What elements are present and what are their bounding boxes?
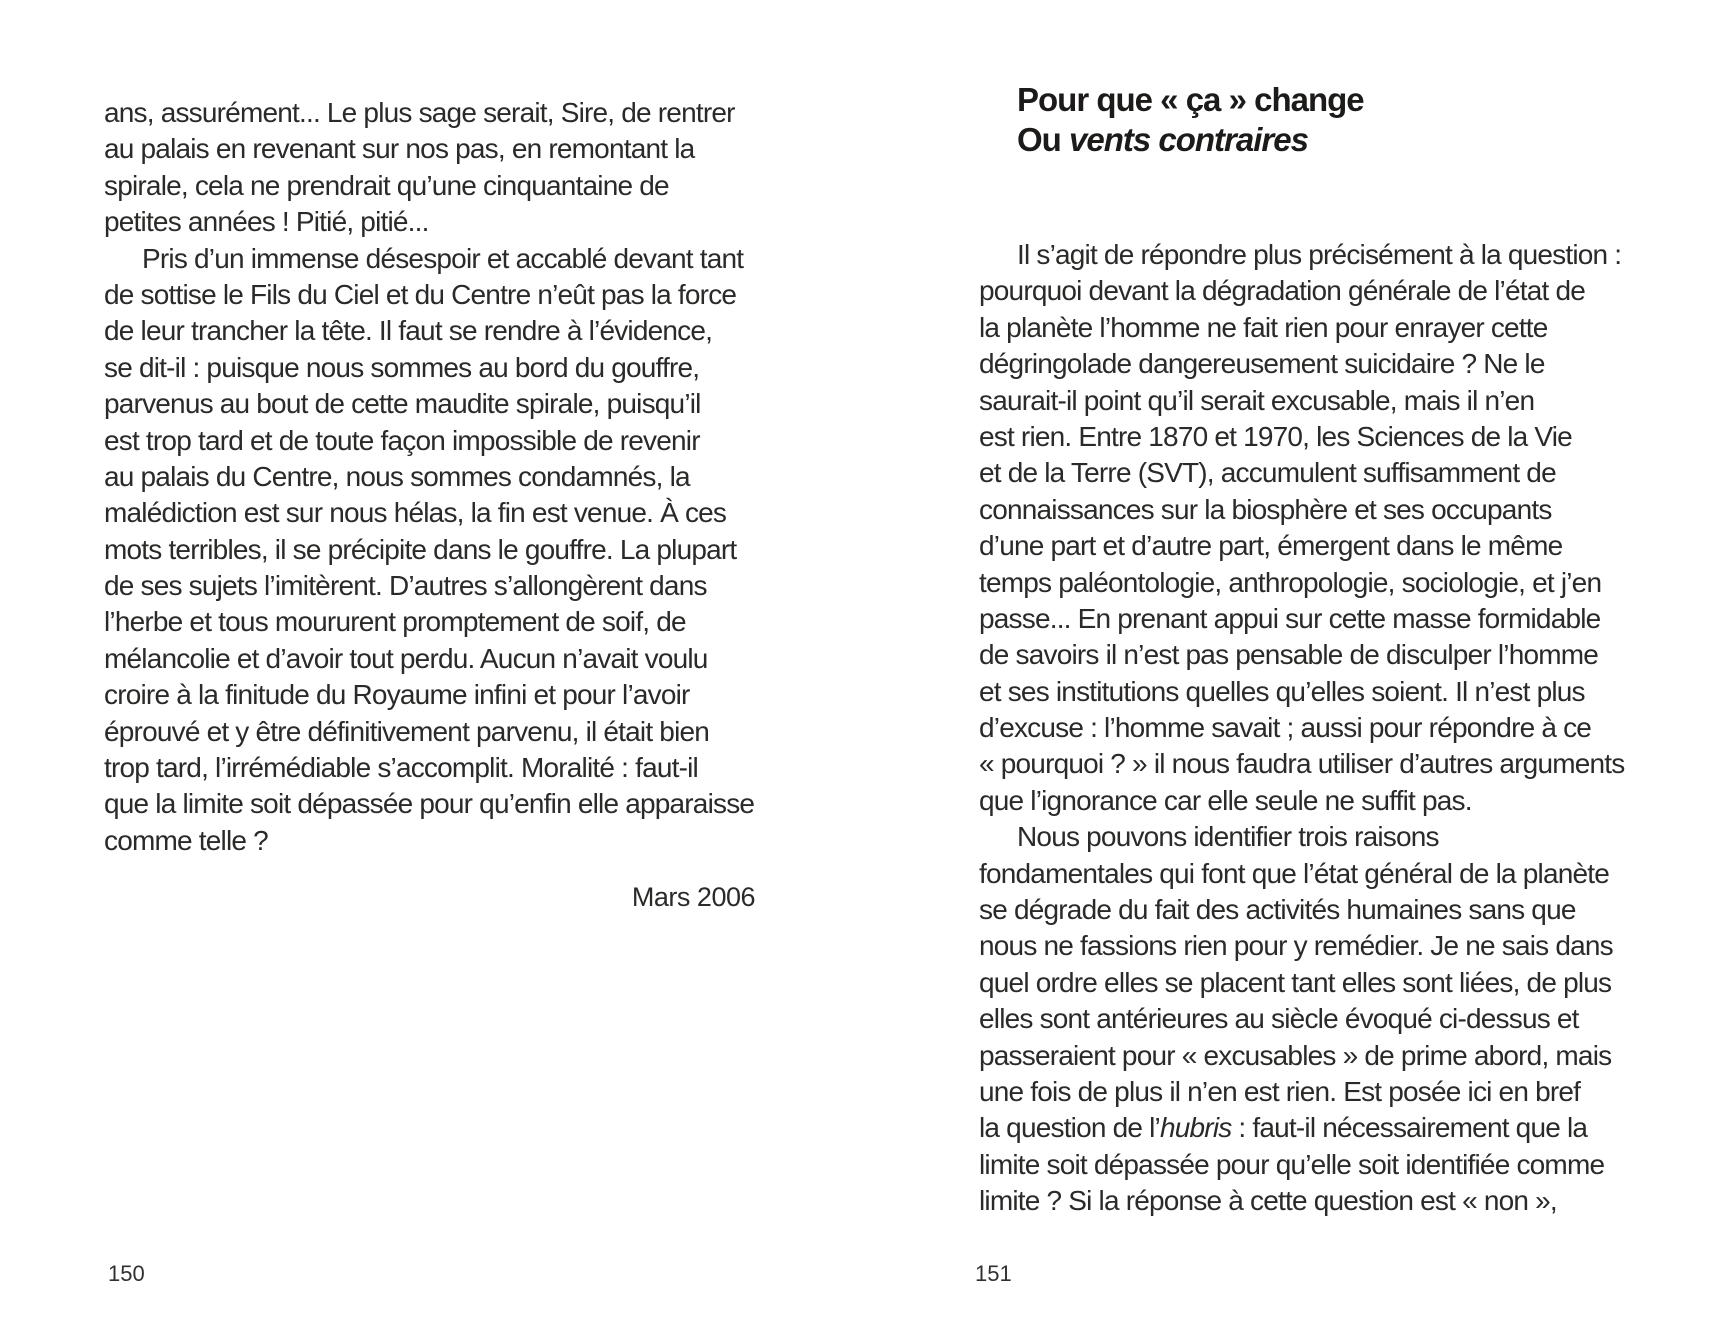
- chapter-title: [1017, 80, 1364, 160]
- text-line: éprouvé et y être définitivement parvenu, il était bien: [104, 715, 710, 747]
- text-line: limite ? Si la réponse à cette question est « non »,: [979, 1185, 1557, 1217]
- text-line: Pris d’un immense désespoir et accablé devant tant: [142, 242, 744, 274]
- right-page-number: 151: [975, 1261, 1012, 1286]
- text-line: passeraient pour « excusables » de prime abord, mais: [979, 1039, 1612, 1071]
- date-line: Mars 2006: [631, 882, 755, 912]
- text-line: la question de l’hubris : faut-il nécessairement que la: [979, 1112, 1588, 1144]
- text-line: se dit-il : puisque nous sommes au bord du gouffre,: [104, 351, 700, 383]
- text-line: d’excuse : l’homme savait ; aussi pour répondre à ce: [979, 712, 1592, 744]
- text-line: malédiction est sur nous hélas, la fin est venue. À ces: [104, 497, 727, 529]
- text-line: au palais en revenant sur nos pas, en remontant la: [104, 133, 695, 165]
- text-line: comme telle ?: [104, 824, 268, 856]
- text-line: Nous pouvons identifier trois raisons: [1017, 821, 1439, 853]
- text-line: petites années ! Pitié, pitié...: [104, 206, 429, 238]
- text-line: croire à la finitude du Royaume infini et pour l’avoir: [104, 679, 690, 711]
- text-line: pourquoi devant la dégradation générale de l’état de: [979, 275, 1586, 307]
- text-line: mélancolie et d’avoir tout perdu. Aucun n’avait voulu: [104, 642, 708, 674]
- chapter-title-line1: Pour que « ça » change: [1017, 81, 1364, 118]
- text-line: que l’ignorance car elle seule ne suffit pas.: [979, 784, 1472, 816]
- text-line: est trop tard et de toute façon impossible de revenir: [104, 424, 700, 456]
- text-line: au palais du Centre, nous sommes condamnés, la: [104, 460, 690, 492]
- text-line: « pourquoi ? » il nous faudra utiliser d’autres arguments: [979, 748, 1625, 780]
- text-line: une fois de plus il n’en est rien. Est posée ici en bref: [979, 1075, 1581, 1107]
- left-page-text: [104, 95, 759, 859]
- text-line: se dégrade du fait des activités humaines sans que: [979, 894, 1576, 926]
- text-line: passe... En prenant appui sur cette masse formidable: [979, 602, 1601, 634]
- text-line: nous ne fassions rien pour y remédier. Je ne sais dans: [979, 930, 1613, 962]
- text-line: de savoirs il n’est pas pensable de disculper l’homme: [979, 639, 1599, 671]
- text-line: elles sont antérieures au siècle évoqué ci-dessus et: [979, 1003, 1579, 1035]
- text-line: quel ordre elles se placent tant elles sont liées, de plus: [979, 966, 1612, 998]
- text-line: et de la Terre (SVT), accumulent suffisamment de: [979, 457, 1556, 489]
- text-line: mots terribles, il se précipite dans le gouffre. La plupart: [104, 533, 737, 565]
- text-line: parvenus au bout de cette maudite spirale, puisqu’il: [104, 388, 701, 420]
- text-line: de leur trancher la tête. Il faut se rendre à l’évidence,: [104, 315, 713, 347]
- text-line: limite soit dépassée pour qu’elle soit identifiée comme: [979, 1148, 1605, 1180]
- right-page-text: [979, 237, 1669, 1220]
- text-line: l’herbe et tous moururent promptement de soif, de: [104, 606, 686, 638]
- text-line: dégringolade dangereusement suicidaire ? Ne le: [979, 348, 1545, 380]
- text-line: Il s’agit de répondre plus précisément à la question :: [1017, 239, 1622, 270]
- text-line: trop tard, l’irrémédiable s’accomplit. Moralité : faut-il: [104, 752, 698, 784]
- text-line: saurait-il point qu’il serait excusable, mais il n’en: [979, 384, 1535, 416]
- chapter-title-line2: [1017, 120, 1364, 160]
- text-line: temps paléontologie, anthropologie, sociologie, et j’en: [979, 566, 1602, 598]
- text-line: de sottise le Fils du Ciel et du Centre n’eût pas la force: [104, 278, 737, 310]
- left-page-number: 150: [108, 1261, 145, 1286]
- chapter-title-line2-prefix: Ou: [1017, 121, 1069, 158]
- text-line: et ses institutions quelles qu’elles soient. Il n’est plus: [979, 675, 1585, 707]
- text-line: est rien. Entre 1870 et 1970, les Sciences de la Vie: [979, 420, 1572, 452]
- text-line: la planète l’homme ne fait rien pour enrayer cette: [979, 311, 1548, 343]
- text-line: ans, assurément... Le plus sage serait, Sire, de rentrer: [104, 97, 735, 128]
- text-line: spirale, cela ne prendrait qu’une cinquantaine de: [104, 169, 669, 201]
- text-line: fondamentales qui font que l’état général de la planète: [979, 857, 1610, 889]
- chapter-title-line2-italic: vents contraires: [1069, 121, 1308, 158]
- text-line: connaissances sur la biosphère et ses occupants: [979, 493, 1552, 525]
- text-line: que la limite soit dépassée pour qu’enfin elle apparaisse: [104, 788, 755, 820]
- text-line: de ses sujets l’imitèrent. D’autres s’allongèrent dans: [104, 570, 707, 602]
- text-line: d’une part et d’autre part, émergent dans le même: [979, 530, 1563, 562]
